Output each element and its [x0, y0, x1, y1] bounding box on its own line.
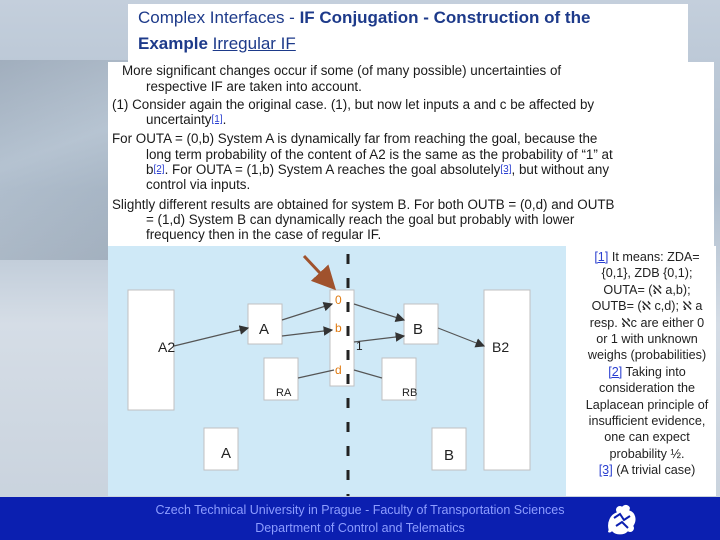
p3-end: , but without any — [511, 162, 610, 177]
label-bottom-b: B — [444, 447, 455, 464]
diagram-svg — [108, 246, 566, 496]
footnote-2-line-3: Laplacean principle of — [585, 397, 709, 412]
paragraph-3-line-1: For OUTA = (0,b) System A is dynamically far from reaching the goal, because the — [112, 131, 598, 146]
paragraph-2-line-2 — [146, 112, 226, 128]
footnote-2-line-1 — [578, 364, 716, 380]
title-line2-underlined: Irregular IF — [212, 34, 296, 53]
footnote-1-line-7: weighs (probabilities) — [587, 348, 707, 363]
footnote-3-marker[interactable]: [3] — [598, 463, 613, 478]
footnote-1-marker[interactable]: [1] — [594, 250, 609, 264]
b2-box — [484, 290, 530, 470]
footnote-link-1[interactable]: [1] — [211, 114, 223, 125]
paragraph-4-line-2: = (1,d) System B can dynamically reach the goal but probably with lower — [146, 212, 575, 227]
footnote-3-text: (A trivial case) — [612, 463, 696, 478]
connector-d-rb — [354, 370, 382, 378]
input-arrow — [304, 256, 334, 288]
connector-b-b2 — [438, 328, 484, 346]
channel-box — [330, 290, 354, 386]
label-b-input: b — [335, 321, 342, 335]
paragraph-1-line-1: More significant changes occur if some (of many possible) uncertainties of — [122, 63, 562, 78]
paragraph-4-line-3: frequency then in the case of regular IF. — [146, 227, 382, 242]
system-diagram — [108, 246, 566, 496]
paragraph-2-line-1: (1) Consider again the original case. (1), but now let inputs a and c be affected by — [112, 97, 595, 112]
footnote-1-line-3: OUTA= (ℵ a,b); — [603, 282, 691, 297]
label-a2: A2 — [158, 339, 176, 355]
footnote-link-3[interactable]: [3] — [500, 164, 512, 175]
p3-b: b — [146, 162, 154, 177]
footnote-1-line-6: or 1 with unknown — [596, 332, 698, 347]
footnote-2-marker[interactable]: [2] — [608, 364, 623, 379]
title-line2-bold: Example — [138, 34, 213, 53]
label-rb: RB — [402, 387, 418, 399]
footnotes-text — [578, 249, 716, 479]
title-line-2 — [138, 34, 296, 54]
footnote-1-line-1 — [578, 249, 716, 265]
p2-text: uncertainty — [146, 112, 212, 127]
title-line-1 — [138, 8, 590, 28]
title-prefix: Complex Interfaces - — [138, 8, 300, 27]
label-a: A — [259, 321, 270, 338]
slide-title — [128, 4, 688, 62]
footnote-1-line-4: OUTB= (ℵ c,d); ℵ a — [591, 299, 703, 314]
paragraph-4-line-1: Slightly different results are obtained for system B. For both OUTB = (0,d) and OUTB — [112, 197, 615, 212]
p2-end: . — [222, 112, 227, 127]
label-0: 0 — [335, 293, 342, 307]
paragraph-3-line-2: long term probability of the content of A2 is the same as the probability of “1” at — [146, 147, 613, 162]
label-b: B — [413, 321, 424, 338]
university-logo-icon — [602, 500, 642, 538]
connector-ra-d — [298, 370, 334, 378]
footer-line-2: Department of Control and Telematics — [255, 521, 465, 535]
title-bold: IF Conjugation - Construction of the — [299, 8, 591, 27]
footnote-1-line-2: {0,1}, ZDB {0,1); — [601, 266, 693, 281]
connector-a-b — [282, 330, 332, 336]
label-d: d — [335, 363, 342, 377]
footnote-2-line-5: one can expect — [604, 430, 690, 445]
footnote-3-line-1 — [578, 462, 716, 478]
p3-mid: . For OUTA = (1,b) System A reaches the goal absolutely — [164, 162, 501, 177]
footnote-1-line-5: resp. ℵc are either 0 — [589, 315, 705, 330]
footnote-2-line-2: consideration the — [599, 381, 695, 396]
footnote-2-text: Taking into — [622, 364, 686, 379]
paragraph-3-line-3 — [146, 162, 609, 178]
connector-a-0 — [282, 304, 332, 320]
label-1: 1 — [356, 339, 363, 353]
label-b2: B2 — [492, 339, 510, 355]
connector-0-b — [354, 304, 404, 320]
footnote-link-2[interactable]: [2] — [153, 164, 165, 175]
paragraph-3-line-4: control via inputs. — [146, 177, 251, 192]
footnote-2-line-4: insufficient evidence, — [588, 414, 706, 429]
footnote-2-line-6: probability ½. — [609, 446, 685, 461]
footer-line-1: Czech Technical University in Prague - Faculty of Transportation Sciences — [155, 503, 565, 517]
connector-a2-a — [174, 328, 248, 346]
footnote-1-text: It means: ZDA= — [608, 250, 700, 264]
paragraph-1-line-2: respective IF are taken into account. — [146, 79, 362, 94]
label-ra: RA — [276, 387, 292, 399]
label-bottom-a: A — [221, 445, 232, 462]
